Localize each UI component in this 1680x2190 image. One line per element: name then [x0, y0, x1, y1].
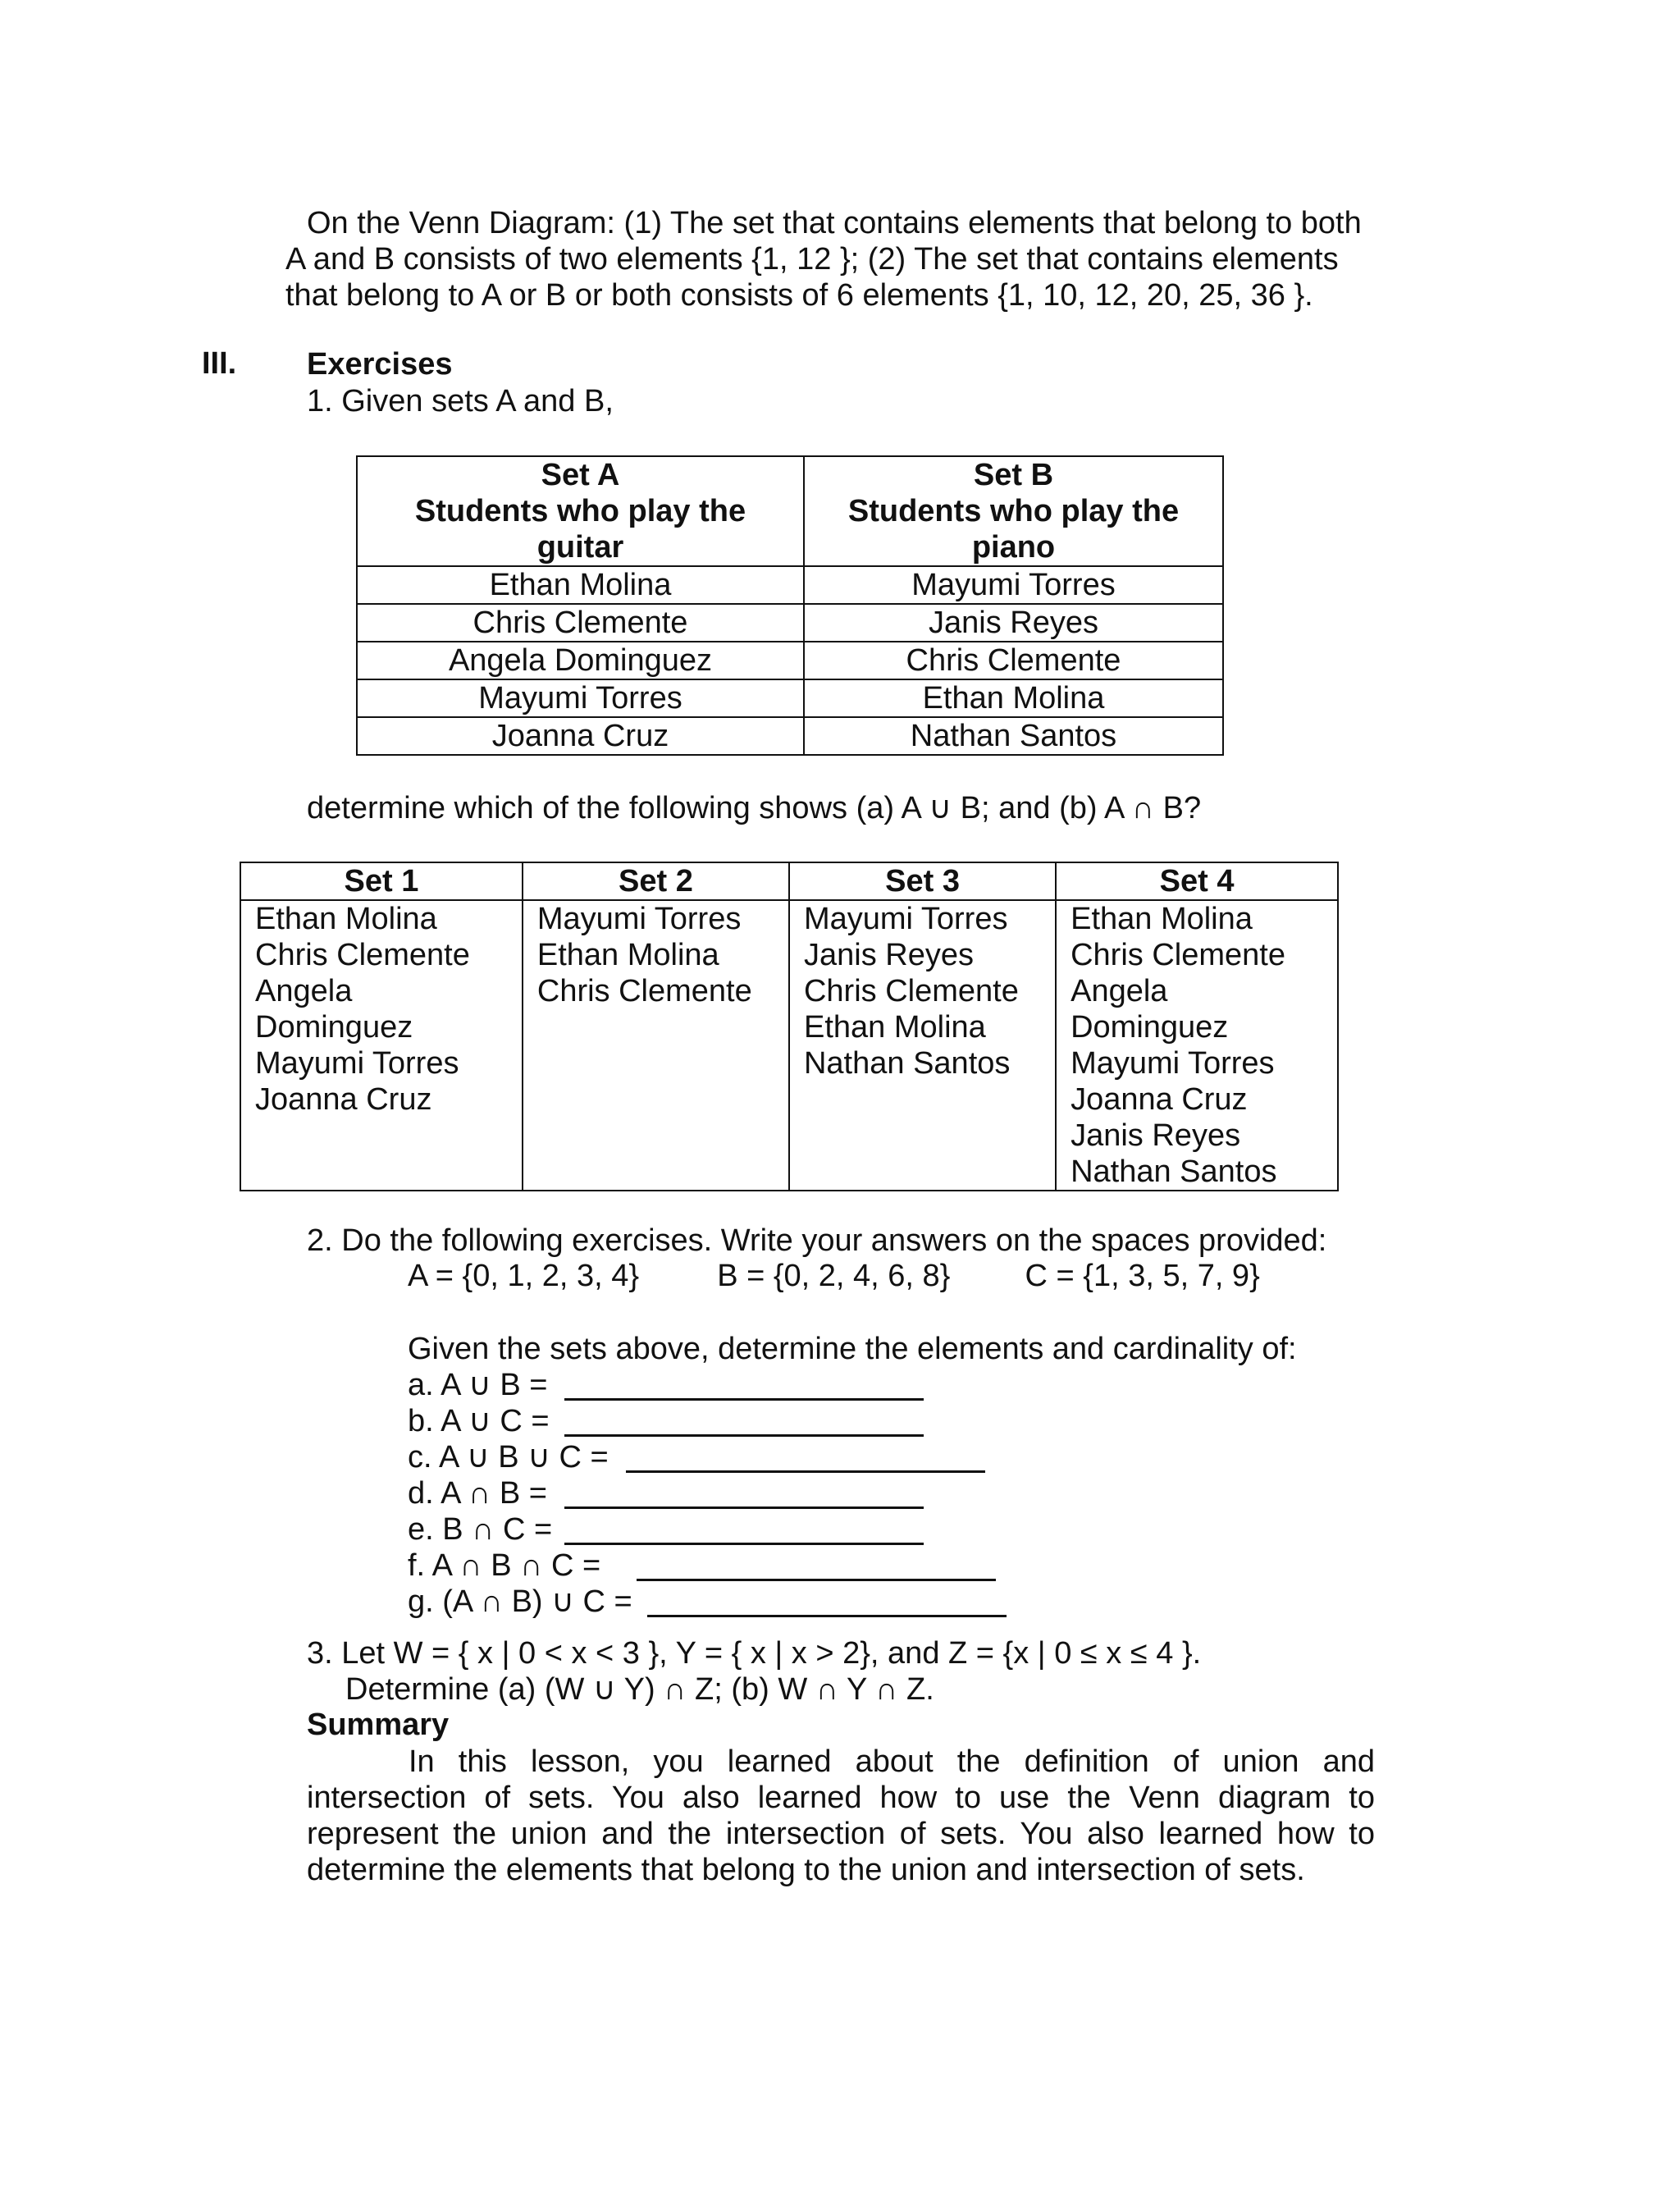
answer-blank-g[interactable] — [647, 1615, 1007, 1617]
table-row — [357, 604, 1223, 642]
table-row — [357, 717, 1223, 755]
section-title: Exercises — [307, 347, 453, 382]
set-a-desc-2: guitar — [536, 530, 624, 565]
list-item: Angela — [255, 974, 353, 1008]
set-a-header — [357, 456, 804, 566]
answer-blank-b[interactable] — [564, 1434, 924, 1437]
list-item: Dominguez — [255, 1010, 413, 1045]
choice-header-4: Set 4 — [1056, 862, 1338, 900]
list-item: Mayumi Torres — [1071, 1046, 1275, 1081]
answer-blank-f[interactable] — [637, 1579, 996, 1581]
summary-text: In this lesson, you learned about the definition of union and intersection of sets. You also learned how to use the Venn diagram to represent the union and the intersection of sets. You also learned how to determine the elements that belong to the union and intersection of sets. — [307, 1744, 1375, 1887]
set-a-definition: A = {0, 1, 2, 3, 4} — [408, 1259, 640, 1293]
choice-sets-table — [240, 862, 1339, 1191]
sets-ab-table — [356, 455, 1224, 756]
section-number: III. — [202, 346, 237, 381]
list-item: Angela — [1071, 974, 1168, 1008]
list-item: Mayumi Torres — [536, 902, 742, 936]
table-row — [357, 642, 1223, 679]
answer-blank-d[interactable] — [564, 1506, 924, 1509]
intro-paragraph — [285, 205, 1385, 313]
list-item: Dominguez — [1071, 1010, 1229, 1045]
choice-header-1: Set 1 — [240, 862, 523, 900]
choice-cell-1 — [240, 900, 523, 1191]
answer-blank-e[interactable] — [564, 1543, 924, 1545]
set-a-name: Set A — [541, 458, 620, 492]
set-a-member: Joanna Cruz — [357, 717, 804, 755]
exercise-2-instruction: Given the sets above, determine the elements and cardinality of: — [408, 1332, 1297, 1366]
set-b-member: Mayumi Torres — [804, 566, 1223, 604]
list-item: Janis Reyes — [803, 938, 974, 972]
list-item: Nathan Santos — [1071, 1154, 1277, 1189]
list-item: Janis Reyes — [1071, 1118, 1241, 1153]
list-item: Chris Clemente — [1071, 938, 1285, 972]
item-f-label: f. A ∩ B ∩ C = — [408, 1548, 601, 1583]
exercise-2-prompt: 2. Do the following exercises. Write your answers on the spaces provided: — [307, 1223, 1327, 1258]
set-b-desc-2: piano — [971, 530, 1056, 565]
item-g-label: g. (A ∩ B) ∪ C = — [408, 1584, 632, 1619]
set-a-member: Mayumi Torres — [357, 679, 804, 717]
list-item: Nathan Santos — [803, 1046, 1011, 1081]
set-b-name: Set B — [973, 458, 1054, 492]
list-item: Ethan Molina — [803, 1010, 986, 1045]
exercise-2-sets — [408, 1258, 1260, 1294]
choice-cell-2 — [523, 900, 789, 1191]
choice-cell-4 — [1056, 900, 1338, 1191]
set-b-header — [804, 456, 1223, 566]
list-item: Ethan Molina — [1071, 902, 1253, 936]
exercise-1-question: determine which of the following shows (a) A ∪ B; and (b) A ∩ B? — [307, 791, 1202, 825]
set-b-member: Ethan Molina — [804, 679, 1223, 717]
list-item: Joanna Cruz — [1071, 1082, 1248, 1117]
intro-text: On the Venn Diagram: (1) The set that contains elements that belong to both A and B consists of two elements {1, 12 }; (2) The set that contains elements that belong to A or B or both consists of 6 elements {1, 10, 12, 20, 25, 36 }. — [285, 206, 1362, 313]
set-c-definition: C = {1, 3, 5, 7, 9} — [1025, 1259, 1260, 1293]
item-d-label: d. A ∩ B = — [408, 1476, 547, 1511]
exercise-3-question: Determine (a) (W ∪ Y) ∩ Z; (b) W ∩ Y ∩ Z. — [345, 1672, 934, 1707]
set-a-desc-1: Students who play the — [414, 494, 746, 528]
item-a-label: a. A ∪ B = — [408, 1368, 548, 1402]
exercise-1-prompt: 1. Given sets A and B, — [307, 384, 614, 418]
list-item: Ethan Molina — [255, 902, 437, 936]
choice-header-2: Set 2 — [523, 862, 789, 900]
item-e-label: e. B ∩ C = — [408, 1512, 553, 1547]
set-a-member: Ethan Molina — [357, 566, 804, 604]
set-b-member: Janis Reyes — [804, 604, 1223, 642]
choice-header-3: Set 3 — [789, 862, 1056, 900]
list-item: Mayumi Torres — [255, 1046, 459, 1081]
table-row — [357, 566, 1223, 604]
list-item: Ethan Molina — [536, 938, 719, 972]
list-item: Mayumi Torres — [803, 902, 1008, 936]
set-b-definition: B = {0, 2, 4, 6, 8} — [717, 1259, 951, 1293]
exercise-3-statement: 3. Let W = { x | 0 < x < 3 }, Y = { x | x > 2}, and Z = {x | 0 ≤ x ≤ 4 }. — [307, 1636, 1202, 1671]
set-b-desc-1: Students who play the — [847, 494, 1180, 528]
table-row — [357, 679, 1223, 717]
summary-title: Summary — [307, 1708, 450, 1742]
answer-blank-c[interactable] — [626, 1470, 985, 1473]
set-a-member: Chris Clemente — [357, 604, 804, 642]
set-b-member: Chris Clemente — [804, 642, 1223, 679]
answer-blank-a[interactable] — [564, 1398, 924, 1401]
list-item: Chris Clemente — [803, 974, 1019, 1008]
list-item: Chris Clemente — [536, 974, 752, 1008]
list-item: Joanna Cruz — [255, 1082, 432, 1117]
set-b-member: Nathan Santos — [804, 717, 1223, 755]
list-item: Chris Clemente — [255, 938, 470, 972]
choice-cell-3 — [789, 900, 1056, 1191]
item-b-label: b. A ∪ C = — [408, 1404, 550, 1438]
set-a-member: Angela Dominguez — [357, 642, 804, 679]
summary-paragraph — [307, 1744, 1375, 1888]
item-c-label: c. A ∪ B ∪ C = — [408, 1440, 609, 1474]
